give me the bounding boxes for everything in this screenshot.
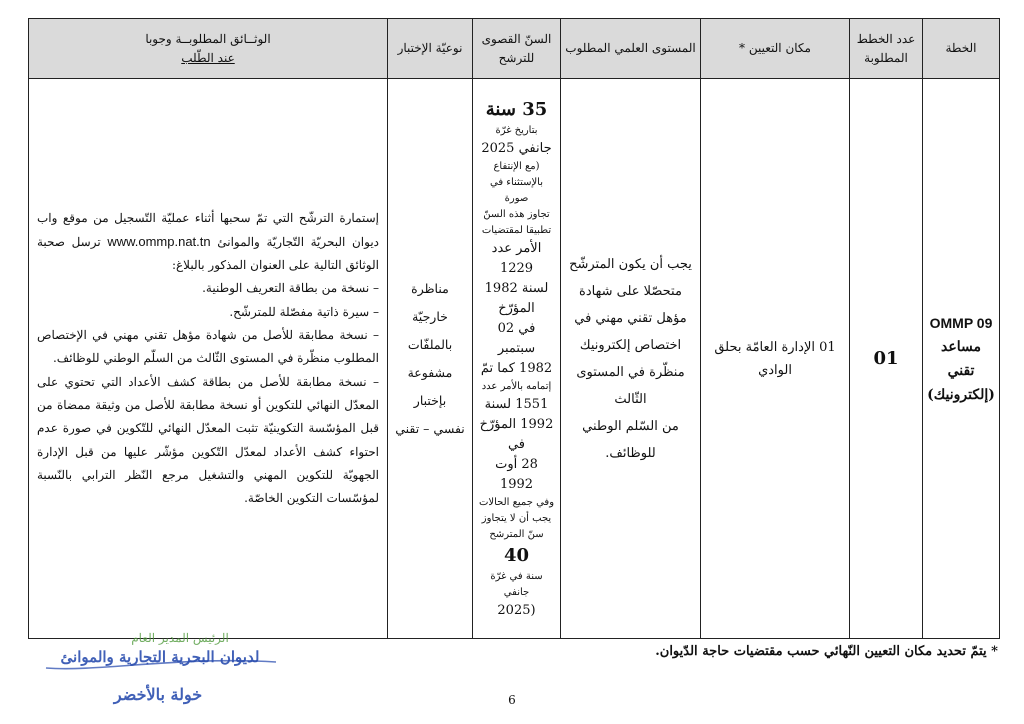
docs-intro-b: ترسل صحبة الوثائق التالية على العنوان المذكور بالبلاغ:: [37, 234, 379, 273]
type-line: نفسي – تقني: [395, 420, 465, 436]
age-line: (مع الإنتفاع: [493, 160, 540, 172]
docs-item: – نسخة مطابقة للأصل من بطاقة كشف الأعداد التي تحتوي على المعدّل النهائي للتكوين أو نسخة مطابقة للأصل من وثيقة ممضاة من قبل المؤسّسة التكوينيّة تثبت المعدّل النهائي للتّكوين في صورة عدم احتواء كشف الأعداد لمعدّل التّكوين مؤشّر عليها من قبل الإدارة الجهويّة للتكوين المهني والتشغيل مرجع النّظر الترابي بالنّسبة لمؤسّسات التكوين الخاصّة.: [37, 374, 379, 506]
age-line: جانفي 2025: [481, 140, 552, 156]
age-line: سنّ المترشح: [489, 528, 544, 540]
age-line: تجاوز هذه السنّ: [483, 208, 550, 220]
cell-plan: [923, 79, 1000, 639]
age-line: سنة في غرّة جانفي: [490, 570, 543, 598]
positions-table: [28, 18, 1000, 639]
age-max-exception: 40: [503, 544, 530, 566]
place-line2: الوادي: [758, 362, 792, 378]
docs-item: – سيرة ذاتية مفصّلة للمترشّح.: [229, 304, 379, 319]
age-line: بتاريخ غرّة: [495, 124, 538, 136]
level-line: مؤهل تقني مهني في: [574, 310, 687, 326]
signature-title-line1: الرئيس المدير العام: [131, 631, 229, 645]
signature-title-line2: لديوان البحرية التجارية والموانئ: [60, 648, 260, 666]
header-place: مكان التعيين *: [701, 19, 850, 79]
docs-intro: [37, 207, 379, 278]
table-header-row: [29, 19, 1000, 79]
type-line: بالملفّات: [407, 336, 453, 352]
header-count: عدد الخطط المطلوبة: [850, 19, 923, 79]
age-line: لسنة 1982 المؤرّخ: [484, 280, 549, 316]
header-plan: الخطة: [923, 19, 1000, 79]
type-line: مناظرة خارجيّة: [411, 280, 449, 324]
header-level: المستوى العلمي المطلوب: [561, 19, 701, 79]
age-line: تطبيقا لمقتضيات: [481, 224, 552, 236]
age-line: في 02 سبتمبر: [497, 320, 536, 356]
age-line: 28 أوت 1992: [495, 456, 538, 492]
age-line: إتمامه بالأمر عدد: [481, 380, 552, 392]
header-type: نوعيّة الإختبار: [388, 19, 473, 79]
signature-stamp: [40, 628, 280, 708]
cell-place: [701, 79, 850, 639]
docs-intro-a: إستمارة الترشّح التي تمّ سحبها أثناء عمليّة التّسجيل من موقع واب ديوان البحريّة التّجاريّة والموانئ: [37, 210, 379, 249]
age-line: 1992 المؤرّخ في: [479, 416, 554, 452]
type-line: مشفوعة: [407, 364, 453, 380]
cell-age: [473, 79, 561, 639]
footnote: * يتمّ تحديد مكان التعيين النّهائي حسب مقتضيات حاجة الدّيوان.: [655, 644, 998, 659]
signature-name: خولة بالأخضر: [113, 685, 203, 704]
age-line: الأمر عدد 1229: [491, 240, 542, 276]
header-docs-line1: الوثــائق المطلوبــة وجوبا: [145, 31, 271, 46]
table-row: [29, 79, 1000, 639]
age-line: يجب أن لا يتجاوز: [481, 512, 552, 524]
header-docs: [29, 19, 388, 79]
age-max: 35 سنة: [485, 98, 548, 120]
level-line: متحصّلا على شهادة: [579, 283, 682, 299]
page-number: 6: [508, 693, 516, 707]
cell-level: [561, 79, 701, 639]
plan-title-line1: مساعد تقني: [941, 338, 981, 379]
place-line1: 01 الإدارة العامّة بحلق: [714, 339, 836, 355]
age-line: (2025: [497, 602, 536, 618]
level-line: من السّلم الوطني: [582, 418, 679, 434]
header-docs-line2: عند الطّلب: [181, 50, 235, 65]
header-age: السنّ القصوى للترشح: [473, 19, 561, 79]
docs-item: – نسخة مطابقة للأصل من شهادة مؤهل تقني مهني في الإختصاص المطلوب منظّرة في المستوى الثّالث من السلّم الوطني للوظائف.: [37, 328, 379, 366]
type-line: بإختبار: [413, 392, 447, 408]
plan-title-line2: (إلكترونيك): [927, 386, 995, 403]
cell-count: 01: [850, 79, 923, 639]
level-line: اختصاص إلكترونيك: [579, 337, 682, 353]
age-line: 1551 لسنة: [484, 396, 549, 412]
docs-website: www.ommp.nat.tn: [107, 233, 211, 249]
age-line: وفي جميع الحالات: [478, 496, 555, 508]
level-line: يجب أن يكون المترشّح: [569, 256, 692, 272]
level-line: للوظائف.: [605, 445, 656, 461]
cell-test-type: [388, 79, 473, 639]
age-line: بالإستثناء في صورة: [489, 176, 543, 204]
plan-code: OMMP 09: [929, 314, 993, 331]
level-line: منظّرة في المستوى الثّالث: [576, 364, 685, 407]
cell-documents: [29, 79, 388, 639]
age-line: 1982 كما تمّ: [480, 360, 553, 376]
docs-item: – نسخة من بطاقة التعريف الوطنية.: [202, 281, 379, 296]
